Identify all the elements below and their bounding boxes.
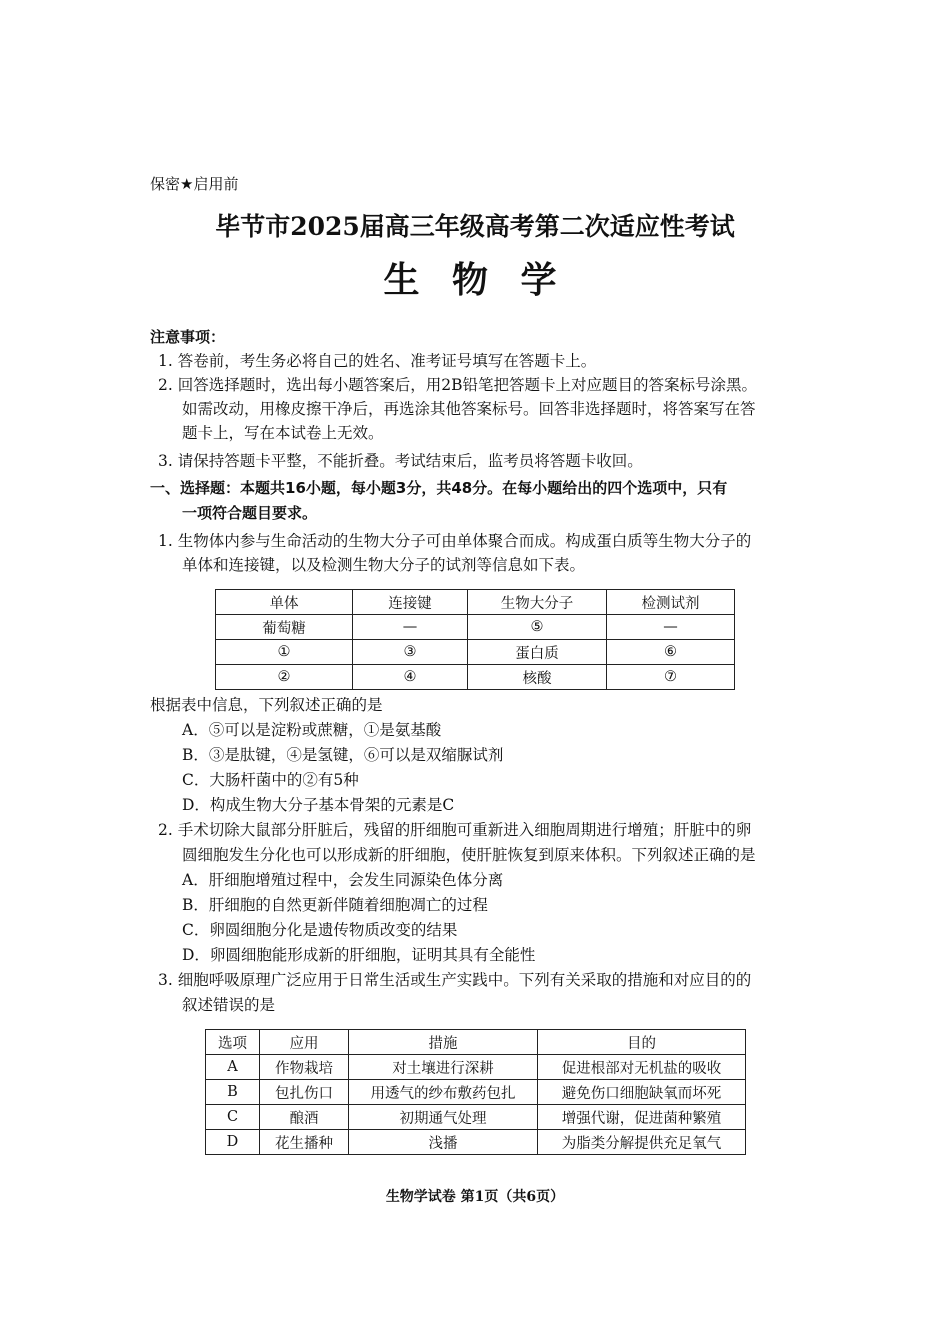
table-row <box>206 1080 746 1105</box>
notice-item: 3. 请保持答题卡平整，不能折叠。考试结束后，监考员将答题卡收回。 <box>158 452 643 470</box>
table-header: 连接键 <box>353 590 468 615</box>
table-cell: 浅播 <box>349 1130 538 1155</box>
page-footer: 生物学试卷 第1页（共6页） <box>385 1189 565 1205</box>
table-row <box>206 1130 746 1155</box>
q1-option-d: D．构成生物大分子基本骨架的元素是C <box>182 796 455 814</box>
q3-stem: 叙述错误的是 <box>182 996 276 1014</box>
table-row <box>216 665 735 690</box>
table-cell: B <box>206 1080 260 1105</box>
table-cell: 核酸 <box>468 665 607 690</box>
q2-stem: 圆细胞发生分化也可以形成新的肝细胞，使肝脏恢复到原来体积。下列叙述正确的是 <box>182 846 756 864</box>
q1-option-b: B．③是肽键，④是氢键，⑥可以是双缩脲试剂 <box>182 746 504 764</box>
notice-item: 题卡上，写在本试卷上无效。 <box>182 424 384 442</box>
table-header: 生物大分子 <box>468 590 607 615</box>
table-header: 选项 <box>206 1030 260 1055</box>
q1-option-c: C．大肠杆菌中的②有5种 <box>182 771 359 789</box>
table-cell: ① <box>216 640 353 665</box>
table-cell: C <box>206 1105 260 1130</box>
table-header: 检测试剂 <box>607 590 735 615</box>
table-cell: 酿酒 <box>260 1105 349 1130</box>
q2-option-a: A．肝细胞增殖过程中，会发生同源染色体分离 <box>182 871 504 889</box>
table-cell: 用透气的纱布敷药包扎 <box>349 1080 538 1105</box>
table-cell: 包扎伤口 <box>260 1080 349 1105</box>
table-cell: ⑥ <box>607 640 735 665</box>
table-cell: 促进根部对无机盐的吸收 <box>538 1055 746 1080</box>
notice-heading: 注意事项： <box>150 328 226 346</box>
table-cell: ④ <box>353 665 468 690</box>
exam-title: 毕节市2025届高三年级高考第二次适应性考试 <box>215 212 735 241</box>
table-cell: ③ <box>353 640 468 665</box>
table-cell: ⑤ <box>468 615 607 640</box>
table-cell: ② <box>216 665 353 690</box>
section-heading-cont: 一项符合题目要求。 <box>182 504 318 522</box>
q1-lead: 根据表中信息，下列叙述正确的是 <box>150 696 383 714</box>
section-heading: 一、选择题：本题共16小题，每小题3分，共48分。在每小题给出的四个选项中，只有 <box>150 479 728 497</box>
table-header: 目的 <box>538 1030 746 1055</box>
table-cell: 对土壤进行深耕 <box>349 1055 538 1080</box>
notice-item: 2. 回答选择题时，选出每小题答案后，用2B铅笔把答题卡上对应题目的答案标号涂黑。 <box>158 376 757 394</box>
q1-table <box>215 589 735 690</box>
table-cell: — <box>607 615 735 640</box>
table-row <box>206 1105 746 1130</box>
q1-stem: 1. 生物体内参与生命活动的生物大分子可由单体聚合而成。构成蛋白质等生物大分子的 <box>158 532 752 550</box>
q3-table <box>205 1029 746 1155</box>
table-cell: 花生播种 <box>260 1130 349 1155</box>
table-header: 单体 <box>216 590 353 615</box>
table-cell: 避免伤口细胞缺氧而坏死 <box>538 1080 746 1105</box>
table-cell: 初期通气处理 <box>349 1105 538 1130</box>
table-cell: ⑦ <box>607 665 735 690</box>
q2-option-c: C．卵圆细胞分化是遗传物质改变的结果 <box>182 921 458 939</box>
table-header: 应用 <box>260 1030 349 1055</box>
table-row <box>216 640 735 665</box>
table-header-row <box>216 590 735 615</box>
table-cell: 葡萄糖 <box>216 615 353 640</box>
table-cell: 蛋白质 <box>468 640 607 665</box>
notice-item: 如需改动，用橡皮擦干净后，再选涂其他答案标号。回答非选择题时，将答案写在答 <box>182 400 756 418</box>
q2-option-b: B．肝细胞的自然更新伴随着细胞凋亡的过程 <box>182 896 488 914</box>
table-cell: — <box>353 615 468 640</box>
table-header: 措施 <box>349 1030 538 1055</box>
notice-item: 1. 答卷前，考生务必将自己的姓名、准考证号填写在答题卡上。 <box>158 352 597 370</box>
confidential-label: 保密★启用前 <box>150 175 239 193</box>
subject-title: 生 物 学 <box>383 259 567 301</box>
q2-stem: 2. 手术切除大鼠部分肝脏后，残留的肝细胞可重新进入细胞周期进行增殖；肝脏中的卵 <box>158 821 752 839</box>
table-cell: 增强代谢，促进菌种繁殖 <box>538 1105 746 1130</box>
table-header-row <box>206 1030 746 1055</box>
table-cell: D <box>206 1130 260 1155</box>
table-row <box>206 1055 746 1080</box>
table-cell: 为脂类分解提供充足氧气 <box>538 1130 746 1155</box>
q2-option-d: D．卵圆细胞能形成新的肝细胞，证明其具有全能性 <box>182 946 536 964</box>
q1-stem: 单体和连接键，以及检测生物大分子的试剂等信息如下表。 <box>182 556 586 574</box>
table-cell: 作物栽培 <box>260 1055 349 1080</box>
table-row <box>216 615 735 640</box>
q1-option-a: A．⑤可以是淀粉或蔗糖，①是氨基酸 <box>182 721 442 739</box>
table-cell: A <box>206 1055 260 1080</box>
q3-stem: 3. 细胞呼吸原理广泛应用于日常生活或生产实践中。下列有关采取的措施和对应目的的 <box>158 971 752 989</box>
